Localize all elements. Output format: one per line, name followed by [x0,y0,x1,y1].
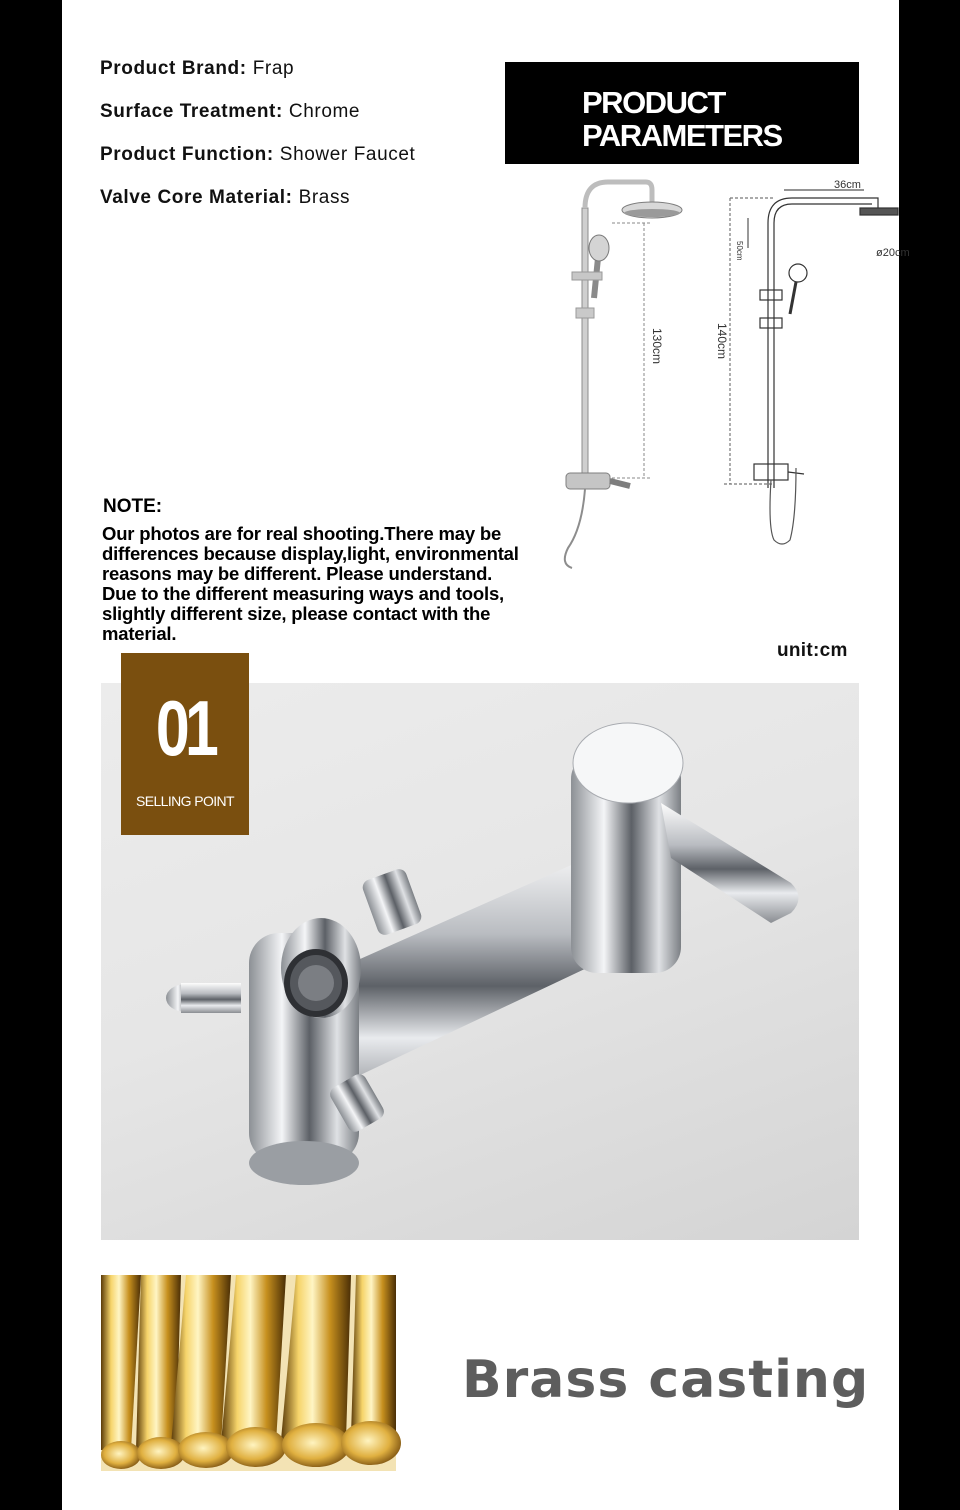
note-line: Our photos are for real shooting.There may be [102,523,502,544]
parameters-line-1: PRODUCT [582,85,725,120]
brass-rods-illustration [101,1275,396,1471]
brass-casting-title: Brass casting [462,1350,870,1410]
note-line: reasons may be different. Please understand. [102,563,493,584]
note-line: slightly different size, please contact with the [102,603,491,624]
drop-50-label: 50cm [735,241,744,261]
selling-point-number: 01 [155,684,215,772]
head-diameter-label: ø20cm [876,247,910,259]
note-line: Due to the different measuring ways and tools, [102,583,504,604]
spec-surface: Surface Treatment: Chrome [100,101,361,122]
note-line: material. [102,623,177,644]
product-parameters-banner [505,62,859,164]
height-140-label: 140cm [715,323,729,360]
unit-label: unit:cm [777,640,848,661]
height-130-label: 130cm [650,328,664,365]
note-title: NOTE: [103,496,163,517]
spec-brand: Product Brand: Frap [100,58,295,79]
selling-point-label: SELLING POINT [135,793,234,809]
shower-line-drawing [724,190,898,544]
brass-rods-photo [101,1275,396,1471]
shower-dimension-diagram [542,168,910,573]
width-36-label: 36cm [834,179,861,191]
parameters-line-2: PARAMETERS [582,118,782,153]
selling-point-badge [121,653,249,835]
shower-column-photo [565,182,682,568]
spec-valve-core: Valve Core Material: Brass [100,187,351,208]
spec-function: Product Function: Shower Faucet [100,144,416,165]
product-detail-page [62,0,910,1510]
note-line: differences because display,light, environmental [102,543,519,564]
note-body [102,524,572,644]
